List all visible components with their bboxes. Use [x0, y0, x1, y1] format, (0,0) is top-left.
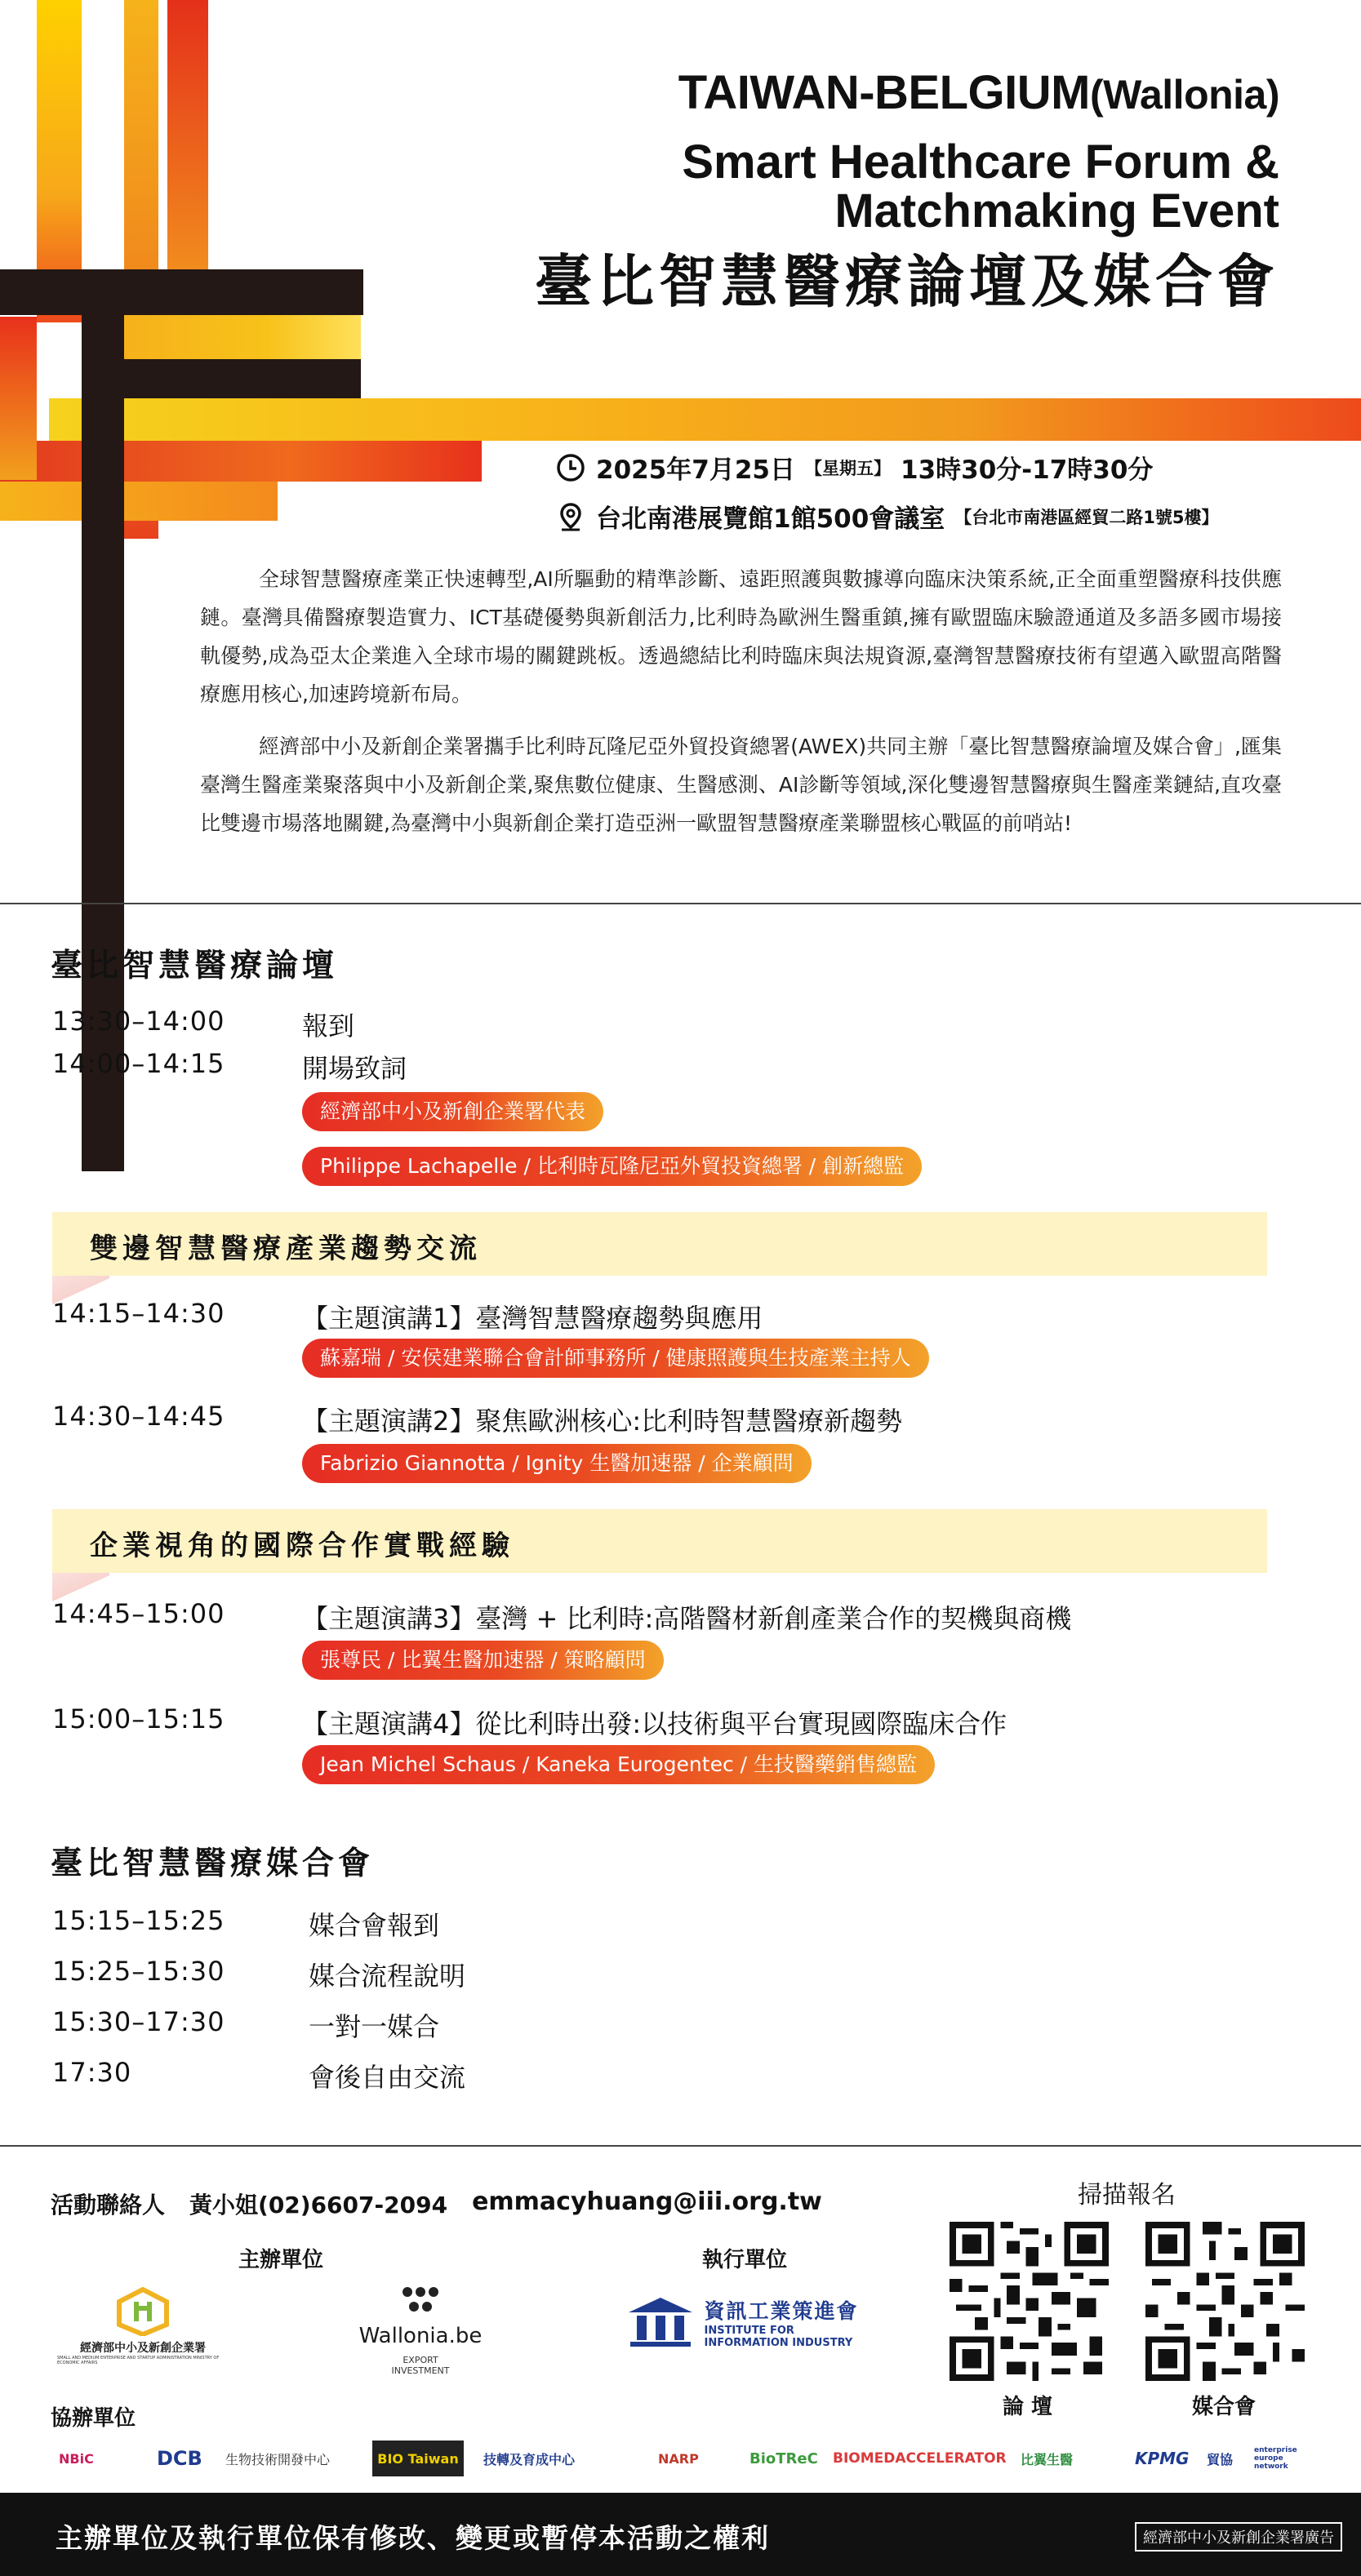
divider — [0, 903, 1361, 904]
decor-stripe — [0, 317, 37, 480]
matchmaking-row: 17:30 會後自由交流 — [52, 2057, 466, 2093]
event-date: 2025年7月25日 【星期五】 13時30分-17時30分 — [555, 449, 1153, 486]
speaker-pill: Fabrizio Giannotta / Ignity 生醫加速器 / 企業顧問 — [302, 1444, 812, 1483]
co-organizer-label: 協辦單位 — [51, 2406, 136, 2431]
qr-matchmaking-image — [1145, 2222, 1305, 2381]
taitra-logo: 貿協 — [1207, 2451, 1234, 2467]
decor-stripe — [49, 398, 1361, 441]
qr-forum-label: 論 壇 — [1003, 2395, 1053, 2419]
matchmaking-row: 15:30–17:30 一對一媒合 — [52, 2006, 440, 2042]
een-logo: enterprise europe network — [1254, 2446, 1297, 2471]
qr-code-matchmaking[interactable] — [1145, 2222, 1305, 2381]
agenda-row: 15:00–15:15 【主題演講4】從比利時出發:以技術與平台實現國際臨床合作 — [52, 1703, 1007, 1739]
contact-label: 活動聯絡人 — [51, 2192, 166, 2218]
speaker-pill: Philippe Lachapelle / 比利時瓦隆尼亞外貿投資總署 / 創新總監 — [302, 1147, 922, 1186]
decor-stripe — [124, 315, 361, 359]
speaker-pill: Jean Michel Schaus / Kaneka Eurogentec / 生技醫藥銷售總監 — [302, 1745, 935, 1784]
executor-label: 執行單位 — [702, 2248, 788, 2272]
dcb-logo: DCB — [157, 2447, 202, 2470]
sme-administration-logo: 經濟部中小及新創企業署 SMALL AND MEDIUM ENTERPRISE AND STARTUP ADMINISTRATION MINISTRY OF ECONOMIC AFFAIRS — [57, 2277, 229, 2375]
qr-matchmaking-label: 媒合會 — [1192, 2395, 1256, 2419]
iii-building-icon — [627, 2296, 694, 2348]
qr-code-forum[interactable] — [950, 2222, 1109, 2381]
title-en-line2: Smart Healthcare Forum & — [682, 135, 1279, 189]
agenda-row: 14:00–14:15 開場致詞 — [52, 1048, 407, 1084]
title-en-line1: TAIWAN-BELGIUM(Wallonia) — [678, 66, 1279, 119]
biotrec-logo: BioTReC — [749, 2449, 818, 2467]
section-band-label: 企業視角的國際合作實戰經驗 — [90, 1530, 514, 1562]
decor-stripe — [167, 0, 208, 278]
speaker-pill: 經濟部中小及新創企業署代表 — [302, 1092, 603, 1131]
agenda-row: 14:45–15:00 【主題演講3】臺灣 + 比利時:高階醫材新創產業合作的契機與商機 — [52, 1598, 1072, 1634]
matchmaking-row: 15:15–15:25 媒合會報到 — [52, 1905, 440, 1941]
decor-stripe — [0, 269, 363, 315]
event-venue: 台北南港展覽館1館500會議室 【台北市南港區經貿二路1號5樓】 — [555, 498, 1219, 535]
ad-badge: 經濟部中小及新創企業署廣告 — [1135, 2522, 1342, 2552]
matchmaking-title: 臺比智慧醫療媒合會 — [51, 1845, 375, 1882]
matchmaking-row: 15:25–15:30 媒合流程說明 — [52, 1956, 466, 1992]
sme-logo-icon — [114, 2287, 171, 2336]
dcb-text-logo: 生物技術開發中心 — [225, 2451, 331, 2467]
scan-label: 掃描報名 — [1078, 2181, 1176, 2210]
location-pin-icon — [555, 501, 586, 532]
decor-stripe — [0, 482, 278, 521]
speaker-pill: 蘇嘉瑞 / 安侯建業聯合會計師事務所 / 健康照護與生技產業主持人 — [302, 1339, 929, 1378]
tech-transfer-logo: 技轉及育成中心 — [483, 2451, 576, 2467]
agenda-row: 14:15–14:30 【主題演講1】臺灣智慧醫療趨勢與應用 — [52, 1298, 763, 1334]
intro-paragraph-1: 全球智慧醫療產業正快速轉型,AI所驅動的精準診斷、遠距照護與數據導向臨床決策系統,正全面重塑醫療科技供應鏈。臺灣具備醫療製造實力、ICT基礎優勢與新創活力,比利時為歐洲生醫重鎮,擁有歐盟臨床驗證通道及多語多國市場接軌優勢,成為亞太企業進入全球市場的關鍵跳板。透過總結比利時臨床與法規資源,臺灣智慧醫療技術有望邁入歐盟高階醫療應用核心,加速跨境新布局。 — [200, 567, 1282, 706]
contact-email[interactable]: emmacyhuang@iii.org.tw — [472, 2187, 822, 2216]
forum-title: 臺比智慧醫療論壇 — [51, 948, 339, 984]
contact-info — [51, 2187, 822, 2220]
wallonia-dots-icon — [396, 2285, 445, 2317]
clock-icon — [555, 452, 586, 483]
title-zh: 臺比智慧醫療論壇及媒合會 — [535, 248, 1279, 315]
speaker-pill: 張尊民 / 比翼生醫加速器 / 策略顧問 — [302, 1641, 664, 1680]
wallonia-logo: Wallonia.be EXPORT INVESTMENT — [343, 2277, 498, 2383]
narp-logo: NARP — [658, 2450, 699, 2467]
decor-stripe — [0, 441, 482, 482]
iii-logo: 資訊工業策進會 INSTITUTE FOR INFORMATION INDUSTRY — [620, 2290, 865, 2355]
biyi-logo: 比翼生醫 — [1021, 2451, 1074, 2467]
qr-forum-image — [950, 2222, 1109, 2381]
disclaimer: 主辦單位及執行單位保有修改、變更或暫停本活動之權利 — [56, 2522, 770, 2554]
intro-paragraph-2: 經濟部中小及新創企業署攜手比利時瓦隆尼亞外貿投資總署(AWEX)共同主辦「臺比智慧醫療論壇及媒合會」,匯集臺灣生醫產業聚落與中小及新創企業,聚焦數位健康、生醫感測、AI診斷等領域,深化雙邊智慧醫療與生醫產業鏈結,直攻臺比雙邊市場落地關鍵,為臺灣中小與新創企業打造亞洲一歐盟智慧醫療產業聯盟核心戰區的前哨站! — [200, 735, 1282, 835]
title-en-line3: Matchmaking Event — [834, 184, 1279, 238]
biomed-accelerator-logo: BIOMEDACCELERATOR — [833, 2450, 1007, 2467]
nbic-logo: NBiC — [59, 2450, 94, 2467]
contact-person: 黃小姐(02)6607-2094 — [189, 2192, 448, 2218]
kpmg-logo: KPMG — [1135, 2449, 1190, 2468]
divider — [0, 2145, 1361, 2147]
decor-stripe — [124, 359, 361, 398]
organizer-label: 主辦單位 — [238, 2248, 324, 2272]
section-band-label: 雙邊智慧醫療產業趨勢交流 — [90, 1232, 482, 1265]
agenda-row: 13:30–14:00 報到 — [52, 1006, 355, 1042]
bio-taiwan-logo: BIO Taiwan — [372, 2441, 464, 2476]
agenda-row: 14:30–14:45 【主題演講2】聚焦歐洲核心:比利時智慧醫療新趨勢 — [52, 1401, 903, 1437]
